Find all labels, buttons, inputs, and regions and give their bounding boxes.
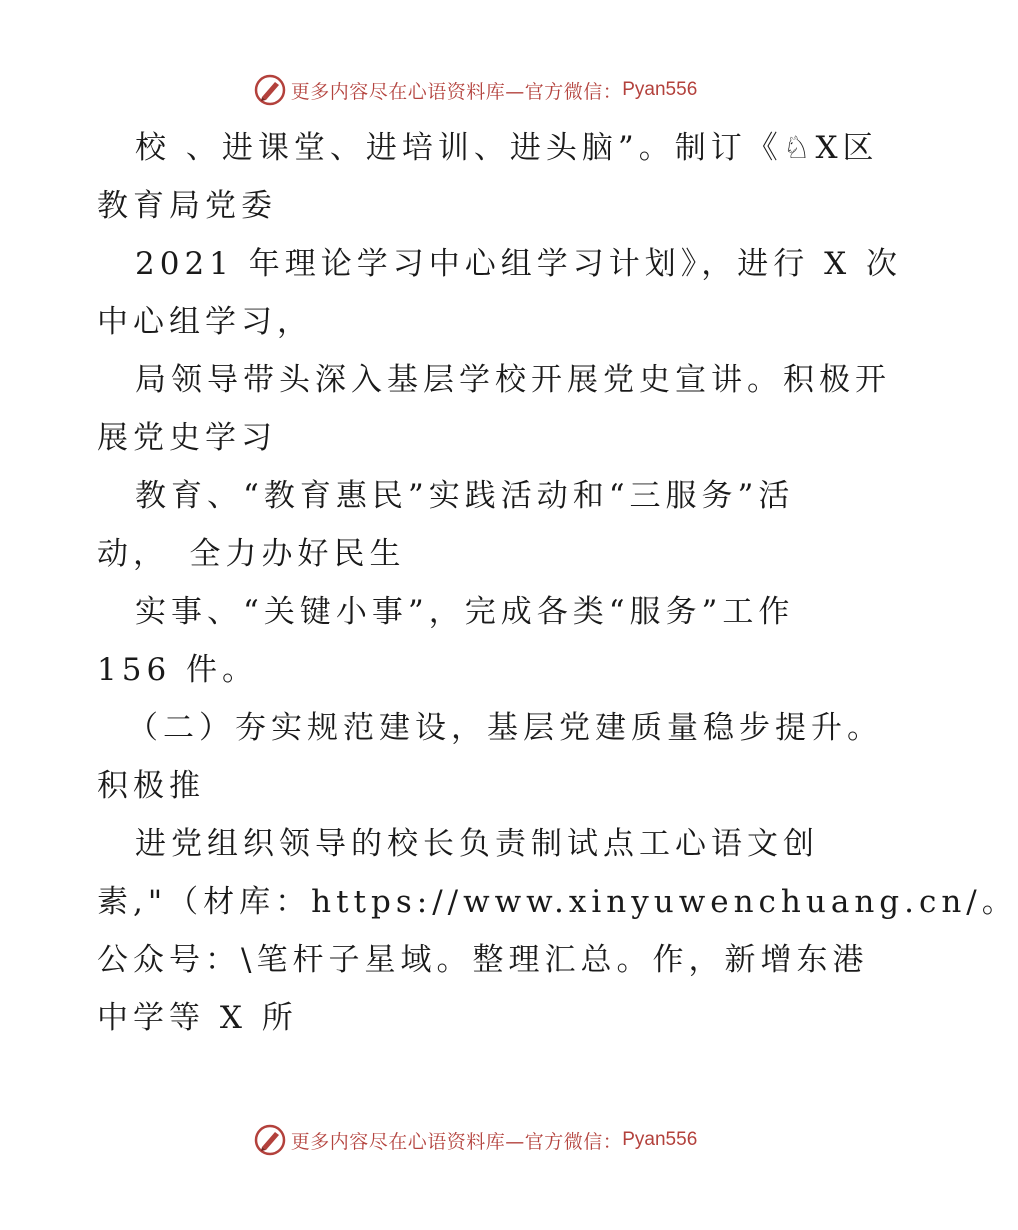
text-line: 进党组织领导的校长负责制试点工心语文创 bbox=[135, 826, 819, 862]
text-line: 展党史学习 bbox=[97, 420, 277, 456]
text-line: 中心组学习， bbox=[97, 304, 313, 340]
text-line: 教育、“教育惠民”实践活动和“三服务”活 bbox=[135, 478, 795, 514]
pen-logo-icon bbox=[253, 1123, 287, 1157]
text-line: 中学等 X 所 bbox=[97, 1000, 298, 1036]
text-line: 156 件。 bbox=[97, 652, 259, 688]
section-heading-line: （二）夯实规范建设，基层党建质量稳步提升。 bbox=[127, 710, 883, 746]
footer-watermark bbox=[0, 1120, 950, 1160]
watermark-text: 更多内容尽在心语资料库—官方微信： bbox=[290, 80, 623, 103]
document-body bbox=[97, 119, 1018, 1047]
pen-logo-icon bbox=[253, 73, 287, 107]
watermark-wechat-id: Pyan556 bbox=[622, 1129, 698, 1150]
text-line: 动， 全力办好民生 bbox=[97, 536, 406, 572]
watermark-wechat-id: Pyan556 bbox=[622, 79, 698, 100]
text-line: 实事、“关键小事”，完成各类“服务”工作 bbox=[135, 594, 795, 630]
text-line: 素,"（材库：https://www.xinyuwenchuang.cn/。 bbox=[97, 884, 1018, 920]
text-line: 局领导带头深入基层学校开展党史宣讲。积极开 bbox=[135, 362, 891, 398]
text-line: 2021 年理论学习中心组学习计划》，进行 X 次 bbox=[135, 246, 903, 282]
header-watermark bbox=[0, 70, 950, 110]
text-line: 校 、进课堂、进培训、进头脑”。制订《♘X区 bbox=[135, 130, 879, 166]
text-line: 公众号：\笔杆子星域。整理汇总。作，新增东港 bbox=[97, 942, 869, 978]
watermark-text: 更多内容尽在心语资料库—官方微信： bbox=[290, 1130, 623, 1153]
text-line: 教育局党委 bbox=[97, 188, 277, 224]
text-line: 积极推 bbox=[97, 768, 205, 804]
